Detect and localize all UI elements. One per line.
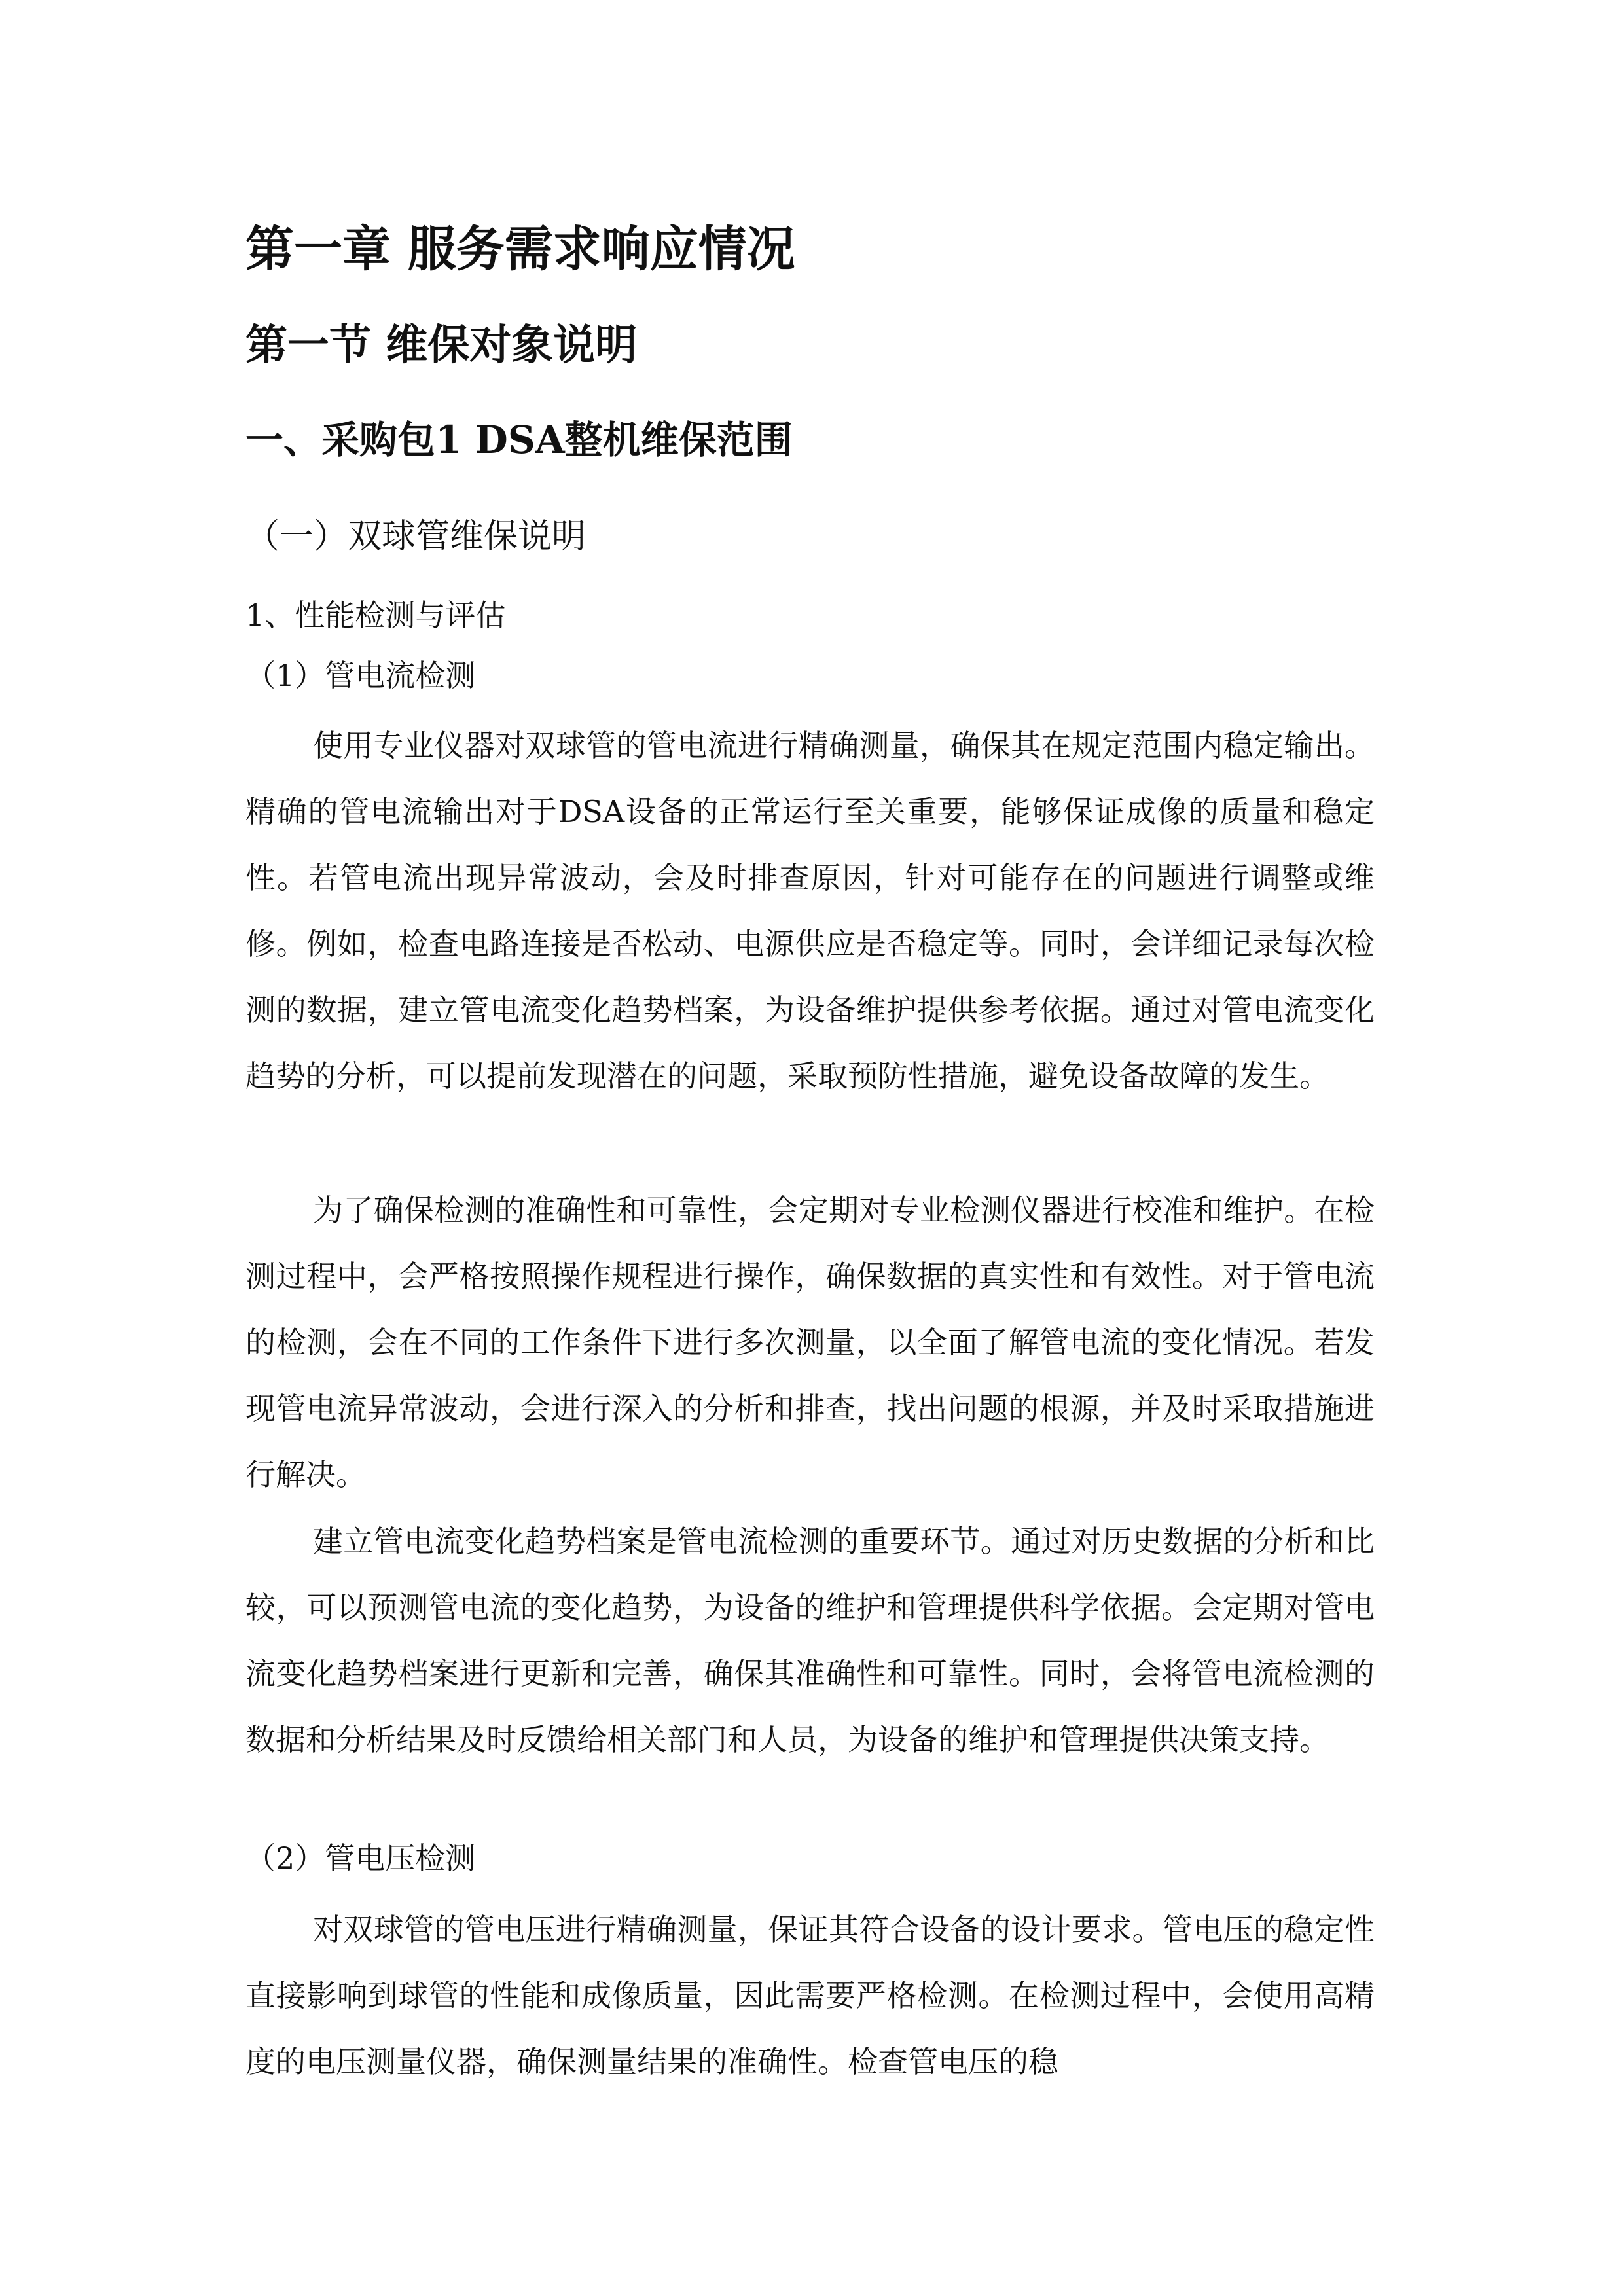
paragraph-tube-current-measure: 使用专业仪器对双球管的管电流进行精确测量，确保其在规定范围内稳定输出。精确的管电流输出对于DSA设备的正常运行至关重要，能够保证成像的质量和稳定性。若管电流出现异常波动，会及时排查原因，针对可能存在的问题进行调整或维修。例如，检查电路连接是否松动、电源供应是否稳定等。同时，会详细记录每次检测的数据，建立管电流变化趋势档案，为设备维护提供参考依据。通过对管电流变化趋势的分析，可以提前发现潜在的问题，采取预防性措施，避免设备故障的发生。 — [245, 728, 1375, 1094]
document-page — [245, 0, 1375, 2296]
item-tube-voltage: （2）管电压检测 — [245, 1840, 476, 1876]
item-performance-check: 1、性能检测与评估 — [245, 598, 506, 633]
chapter-heading: 第一章 服务需求响应情况 — [245, 221, 795, 278]
section-heading: 第一节 维保对象说明 — [245, 321, 638, 370]
subsection-heading: 一、采购包1 DSA整机维保范围 — [245, 418, 793, 462]
paragraph-tube-voltage-measure: 对双球管的管电压进行精确测量，保证其符合设备的设计要求。管电压的稳定性直接影响到球管的性能和成像质量，因此需要严格检测。在检测过程中，会使用高精度的电压测量仪器，确保测量结果的准确性。检查管电压的稳 — [245, 1912, 1375, 2079]
item-tube-current: （1）管电流检测 — [245, 658, 476, 693]
paragraph-trend-archive: 建立管电流变化趋势档案是管电流检测的重要环节。通过对历史数据的分析和比较，可以预测管电流的变化趋势，为设备的维护和管理提供科学依据。会定期对管电流变化趋势档案进行更新和完善，确保其准确性和可靠性。同时，会将管电流检测的数据和分析结果及时反馈给相关部门和人员，为设备的维护和管理提供决策支持。 — [245, 1524, 1375, 1757]
paragraph-calibration: 为了确保检测的准确性和可靠性，会定期对专业检测仪器进行校准和维护。在检测过程中，会严格按照操作规程进行操作，确保数据的真实性和有效性。对于管电流的检测，会在不同的工作条件下进行多次测量，以全面了解管电流的变化情况。若发现管电流异常波动，会进行深入的分析和排查，找出问题的根源，并及时采取措施进行解决。 — [245, 1193, 1375, 1492]
part-heading: （一）双球管维保说明 — [245, 517, 586, 556]
